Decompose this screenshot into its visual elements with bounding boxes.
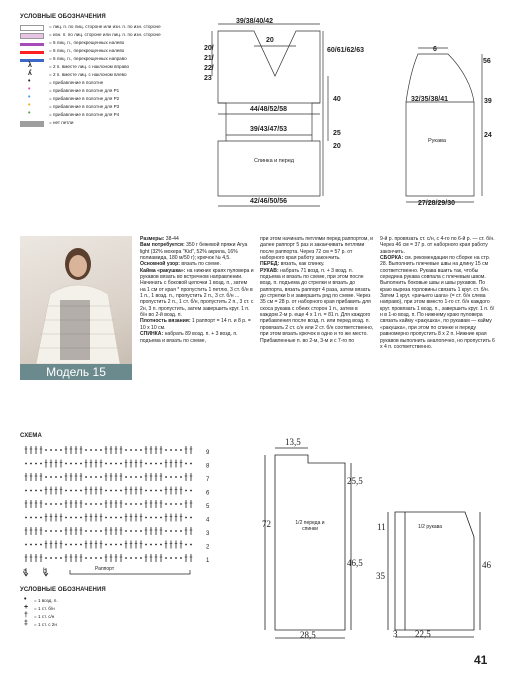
chart-chain <box>100 530 102 532</box>
chart-chain <box>125 449 127 451</box>
chart-chain <box>75 490 77 492</box>
chart-chain <box>180 476 182 478</box>
chart-chain <box>90 530 92 532</box>
chart-chain <box>110 463 112 465</box>
chart-chain <box>170 476 172 478</box>
instructions-text: при этом начинать петлями перед раппортом, и далее раппорт 5 раз и заканчивать петлями после раппорта. Через 72 см = 57 р. от наборного края работу закончить. <box>260 236 374 262</box>
chart-chain <box>120 490 122 492</box>
chart-chain <box>95 557 97 559</box>
body-neck-depth-3: 22/ <box>204 65 214 72</box>
chart-chain <box>65 490 67 492</box>
chart-chain <box>70 517 72 519</box>
chart-chain <box>70 544 72 546</box>
chart-chain <box>165 476 167 478</box>
chart-chain <box>35 490 37 492</box>
chart-chain <box>170 530 172 532</box>
bottom-sleeve-label: 1/2 рукава <box>418 524 443 530</box>
legend-swatch <box>20 43 44 46</box>
instructions-paragraph <box>140 268 254 319</box>
chart-chain <box>175 449 177 451</box>
chart-chain <box>45 530 47 532</box>
chart-chain <box>75 517 77 519</box>
chart-chain <box>100 476 102 478</box>
chart-chain <box>45 557 47 559</box>
instructions-paragraph <box>260 236 374 261</box>
legend-swatch <box>20 51 44 54</box>
legend-top-item <box>14 87 214 95</box>
chart-chain <box>150 517 152 519</box>
instructions-heading: Кайма «ракушка»: <box>140 267 186 274</box>
body-label: Спинка и перед <box>254 158 295 164</box>
instructions-text: набрать 71 возд. п. + 3 возд. п. подъема и вязать по схеме, при этом после возд. п. подъема до стрелки и вязать до раппорта, вязать раппорт 4 раза, затем вязать до стрелки b и завершить ряд по схеме. Через 35 см = 28 р. от наборного края прибавить для скоса рукава с обеих сторон 1 п., затем в каждом 2-м р. еще 4 х 1 п. = 81 п. Для каждого прибавления после возд. п. или перед возд. п. провязать 2 ст. с/н или 2 ст. б/н соответственно, при этом вязать крючок в одно и то же место. Прибавленные п. во 2-м, 3-м и с 7-го по <box>260 267 374 344</box>
legend-swatch <box>20 121 44 127</box>
chart-chain <box>150 544 152 546</box>
sleeve-top: 6 <box>433 46 437 53</box>
chart-chain <box>140 557 142 559</box>
chart-chain <box>60 503 62 505</box>
legend-top-item <box>14 55 214 63</box>
chart-chain <box>25 463 27 465</box>
chart-rapport-bracket <box>70 570 190 574</box>
chart-chain <box>35 517 37 519</box>
legend-symbol: λ <box>28 62 32 69</box>
chart-chain <box>90 557 92 559</box>
chart-row-number: 5 <box>206 504 210 510</box>
chart-chain <box>190 517 192 519</box>
chart-chain <box>135 557 137 559</box>
chart-chain <box>190 490 192 492</box>
chart-chain <box>30 490 32 492</box>
schema-rapport-label: Раппорт <box>95 566 115 572</box>
chart-chain <box>40 490 42 492</box>
chart-chain <box>95 503 97 505</box>
legend-top-item <box>14 119 214 127</box>
legend-bottom <box>18 597 118 629</box>
chart-chain <box>150 463 152 465</box>
legend-top-title: УСЛОВНЫЕ ОБОЗНАЧЕНИЯ <box>20 14 106 20</box>
top-sleeve-pattern <box>390 40 495 215</box>
legend-bottom-item <box>18 621 118 629</box>
instructions-text: на нижних краях пуловера и рукавов вязать во встречном направлении. Начинать с боковой цепочки 1 возд. п., затем на 1 см от края * пропустить 1 петлю, 3 ст. б/н в 1 п., 1 возд. п., пропустить 2 п., 3 ст. б/н ... пропустить 2 п., 1 ст. б/н, пропустить 2 п., 3 ст. с 2н, 3 п. пропустить, затем завершить круг. 1 п. б/н во 2-й возд. п. <box>140 267 254 319</box>
chart-row-number: 3 <box>206 531 210 537</box>
chart-chain <box>55 557 57 559</box>
chart-chain <box>115 517 117 519</box>
legend-symbol: • <box>28 110 31 117</box>
chart-chain <box>85 530 87 532</box>
chart-chain <box>190 463 192 465</box>
legend-text: = 1 ст. б/н <box>34 606 55 611</box>
chart-chain <box>115 463 117 465</box>
chart-chain <box>120 544 122 546</box>
chart-chain <box>155 463 157 465</box>
chart-chain <box>155 490 157 492</box>
chart-chain <box>130 557 132 559</box>
legend-top-item <box>14 79 214 87</box>
model-photo <box>20 236 132 364</box>
chart-chain <box>80 517 82 519</box>
legend-text: = прибавление в полотне для Р4 <box>49 112 120 117</box>
instructions-heading: ПЕРЕД: <box>260 261 280 268</box>
legend-text: = лиц. п. по лиц. стороне или изн. п. по изн. стороне <box>49 24 161 29</box>
schema-title: СХЕМА <box>20 433 42 439</box>
chart-chain <box>145 544 147 546</box>
chart-chain <box>135 503 137 505</box>
chart-chain <box>100 449 102 451</box>
bottom-body-bottom: 28,5 <box>300 630 316 640</box>
legend-text: = 1 возд. п. <box>34 598 58 603</box>
chart-chain <box>85 476 87 478</box>
chart-chain <box>145 463 147 465</box>
chart-row-number: 7 <box>206 477 210 483</box>
chart-chain <box>25 517 27 519</box>
bottom-body-h2: 46,5 <box>347 558 363 568</box>
chart-chain <box>85 557 87 559</box>
chart-chain <box>170 557 172 559</box>
legend-top-item <box>14 111 214 119</box>
chart-chain <box>105 490 107 492</box>
legend-text: = прибавление в полотне для Р1 <box>49 88 120 93</box>
text-column-2 <box>260 236 374 344</box>
instructions-heading: Основной узор: <box>140 261 180 268</box>
legend-text: = 2 п. вместе лиц. с наклоном влево <box>49 72 127 77</box>
legend-symbol: λ <box>28 70 32 77</box>
chart-chain <box>165 449 167 451</box>
chart-chain <box>60 557 62 559</box>
chart-chain <box>180 449 182 451</box>
bottom-sleeve-bottom: 22,5 <box>415 629 431 639</box>
legend-symbol: • <box>28 78 31 85</box>
chart-chain <box>155 544 157 546</box>
chart-row-number: 2 <box>206 544 210 551</box>
chart-chain <box>160 544 162 546</box>
text-column-1 <box>140 236 254 344</box>
chart-chain <box>30 544 32 546</box>
bottom-body-pattern <box>255 440 375 650</box>
instructions-text: вязать по схеме. <box>179 261 221 268</box>
chart-chain <box>65 463 67 465</box>
instructions-text: см. рекомендации по сборке на стр. 28. Выполнить плечевые швы на длину 15 см соответственно. Рукава вшить так, чтобы середина рукава совпала с плечевым швом. Выполнить боковые швы и швы рукавов. По краю выреза горловины связать 1 круг. ст. б/н. Затем 1 круг. «рачьего шага» (= ст. б/н слева направо), при этом вместо 1-го ст. б/н каждого круг. провязать 1 возд. п., завершить круг. 1 п. б/н в 1-ю возд. п. По нижнему краю пуловера связать кайму «ракушка», по рукавам — кайму «ракушка», при этом по спинке и переду равномерно пропустить 8 х 2 п. Нижние края рукавов выполнить аналогично, но пропустить 6 х 4 п. соответственно. <box>380 255 495 350</box>
chart-chain <box>55 503 57 505</box>
instructions-text: 1 раппорт = 14 п. и 8 р. = 10 х 10 см. <box>140 318 251 331</box>
chart-chain <box>155 517 157 519</box>
legend-top-item <box>14 47 214 55</box>
chart-row-number: 4 <box>206 517 210 524</box>
chart-chain <box>45 503 47 505</box>
body-h25: 25 <box>333 130 341 137</box>
chart-chain <box>75 544 77 546</box>
chart-chain <box>150 490 152 492</box>
top-body-pattern <box>198 14 348 224</box>
legend-text: = 6 лиц. п., перекрещенных направо <box>49 56 127 61</box>
chart-chain <box>40 517 42 519</box>
chart-chain <box>60 530 62 532</box>
chart-chain <box>130 476 132 478</box>
chart-chain <box>125 530 127 532</box>
legend-text: = прибавление в полотне для Р2 <box>49 96 120 101</box>
instructions-heading: Вам потребуется: <box>140 242 185 249</box>
bottom-sleeve-left-h: 35 <box>376 571 385 581</box>
legend-text: = прибавление в полотне для Р3 <box>49 104 120 109</box>
chart-chain <box>110 490 112 492</box>
chart-chain <box>50 476 52 478</box>
instructions-text: 9-й р. провязать ст. с/н, с 4-го по 6-й р. — ст. б/н. Через 46 см = 37 р. от наборного края работу закончить. <box>380 236 495 255</box>
chart-row-number: 9 <box>206 450 210 456</box>
legend-symbol: • <box>28 102 31 109</box>
chart-chain <box>40 544 42 546</box>
page-number: 41 <box>474 653 488 667</box>
chart-chain <box>175 530 177 532</box>
chart-chain <box>90 476 92 478</box>
chart-chain <box>165 503 167 505</box>
chart-chain <box>110 517 112 519</box>
legend-top-item <box>14 23 214 31</box>
model-label: Модель 15 <box>20 364 132 380</box>
chart-chain <box>190 544 192 546</box>
bottom-body-h1: 25,5 <box>347 476 363 486</box>
legend-text: = 6 лиц. п., перекрещенных налево <box>49 48 125 53</box>
chart-chain <box>130 503 132 505</box>
chart-chain <box>110 544 112 546</box>
bottom-sleeve-right-h: 46 <box>482 560 491 570</box>
instructions-heading: Плотность вязания: <box>140 318 191 325</box>
chart-chain <box>140 449 142 451</box>
chart-chain <box>30 463 32 465</box>
chart-chain <box>95 530 97 532</box>
chart-chain <box>90 449 92 451</box>
instructions-paragraph <box>140 318 254 331</box>
chart-chain <box>185 463 187 465</box>
legend-top-item <box>14 39 214 47</box>
chart-chain <box>25 490 27 492</box>
body-neck-depth-2: 21/ <box>204 55 214 62</box>
chart-chain <box>35 463 37 465</box>
chart-chain <box>60 449 62 451</box>
sleeve-h39: 39 <box>484 98 492 105</box>
chart-chain <box>45 476 47 478</box>
body-neck-depth-1: 20/ <box>204 45 214 52</box>
chart-chain <box>90 503 92 505</box>
chart-chain <box>160 490 162 492</box>
chart-chain <box>30 517 32 519</box>
instructions-heading: СПИНКА: <box>140 331 164 338</box>
instructions-paragraph <box>380 255 496 350</box>
legend-symbol: ‡ <box>24 620 28 627</box>
body-bottom-width: 42/46/50/56 <box>250 198 287 205</box>
instructions-heading: РУКАВ: <box>260 267 279 274</box>
sleeve-cap-height: 56 <box>483 58 491 65</box>
legend-bottom-item <box>18 597 118 605</box>
chart-chain <box>170 449 172 451</box>
chart-chain <box>135 530 137 532</box>
sleeve-h24: 24 <box>484 132 492 139</box>
legend-bottom-item <box>18 613 118 621</box>
body-waist-width: 39/43/47/53 <box>250 126 287 133</box>
body-neck-depth-4: 23 <box>204 75 212 82</box>
chart-chain <box>140 530 142 532</box>
chart-row-number: 6 <box>206 490 210 497</box>
text-column-3 <box>380 236 496 350</box>
chart-chain <box>145 517 147 519</box>
sleeve-upper-width: 32/35/38/41 <box>411 96 448 103</box>
legend-top-item <box>14 95 214 103</box>
chart-chain <box>160 463 162 465</box>
instructions-text: 38-44 <box>164 236 179 242</box>
body-top-width: 39/38/40/42 <box>236 18 273 25</box>
chart-chain <box>130 449 132 451</box>
chart-row-number: 1 <box>206 558 210 564</box>
chart-chain <box>45 449 47 451</box>
legend-text: = 2 п. вместе лиц. с наклоном вправо <box>49 64 130 69</box>
chart-chain <box>50 530 52 532</box>
chart-chain <box>85 449 87 451</box>
instructions-paragraph <box>260 268 374 344</box>
chart-chain <box>145 490 147 492</box>
chart-chain <box>95 476 97 478</box>
chart-chain <box>185 544 187 546</box>
legend-symbol: + <box>24 604 29 611</box>
chart-chain <box>120 463 122 465</box>
body-neck: 20 <box>266 37 274 44</box>
instructions-paragraph <box>140 242 254 261</box>
legend-swatch <box>20 59 44 62</box>
chart-chain <box>35 544 37 546</box>
chart-chain <box>140 503 142 505</box>
legend-symbol: • <box>24 596 27 603</box>
chart-chain <box>105 517 107 519</box>
legend-text: = нет петли <box>49 120 74 125</box>
chart-chain <box>125 476 127 478</box>
chart-chain <box>140 476 142 478</box>
instructions-heading: СБОРКА: <box>380 255 404 262</box>
chart-chain <box>80 490 82 492</box>
chart-chain <box>65 517 67 519</box>
legend-text: = изн. п. по лиц. стороне или лиц. п. по изн. стороне <box>49 32 161 37</box>
crochet-chart <box>20 442 220 577</box>
chart-chain <box>175 503 177 505</box>
chart-chain <box>185 517 187 519</box>
chart-chain <box>80 544 82 546</box>
chart-chain <box>95 449 97 451</box>
legend-bottom-item <box>18 605 118 613</box>
bottom-body-label: 1/2 переда и спинки <box>295 520 325 532</box>
chart-chain <box>100 557 102 559</box>
instructions-paragraph <box>140 331 254 344</box>
chart-chain <box>55 449 57 451</box>
legend-text: = 5 лиц. п., перекрещенных налево <box>49 40 125 45</box>
body-mid-width: 44/48/52/58 <box>250 106 287 113</box>
chart-chain <box>160 517 162 519</box>
sleeve-label: Рукава <box>428 138 446 144</box>
chart-chain <box>50 503 52 505</box>
chart-chain <box>125 557 127 559</box>
chart-chain <box>185 490 187 492</box>
instructions-text: 350 г бежевой пряжи Arya light (32% мохера "Kid", 52% акрила, 16% полиамида, 180 м/50 г); крючок № 4,5. <box>140 242 248 262</box>
legend-top-item <box>14 63 214 71</box>
chart-chain <box>180 530 182 532</box>
chart-chain <box>55 530 57 532</box>
legend-text: = прибавление в полотне <box>49 80 104 85</box>
bottom-body-top: 13,5 <box>285 437 301 447</box>
chart-chain <box>115 544 117 546</box>
body-h20: 20 <box>333 143 341 150</box>
chart-chain <box>115 490 117 492</box>
chart-chain <box>105 463 107 465</box>
chart-chain <box>70 463 72 465</box>
chart-chain <box>170 503 172 505</box>
body-h40: 40 <box>333 96 341 103</box>
legend-symbol: • <box>28 86 31 93</box>
legend-top-item <box>14 71 214 79</box>
legend-text: = 1 ст. с 2н <box>34 622 57 627</box>
chart-chain <box>175 557 177 559</box>
bottom-sleeve-bottom-left: 3 <box>393 629 398 639</box>
bottom-sleeve-left-top: 11 <box>377 522 386 532</box>
chart-chain <box>105 544 107 546</box>
chart-chain <box>25 544 27 546</box>
schema-arrow-b: b <box>43 568 47 575</box>
chart-chain <box>135 449 137 451</box>
chart-chain <box>120 517 122 519</box>
chart-chain <box>50 557 52 559</box>
chart-chain <box>165 557 167 559</box>
chart-chain <box>130 530 132 532</box>
body-shoulder: 60/61/62/63 <box>327 47 364 54</box>
chart-chain <box>55 476 57 478</box>
legend-top <box>14 23 214 127</box>
chart-chain <box>60 476 62 478</box>
bottom-body-total: 72 <box>262 519 271 529</box>
chart-chain <box>135 476 137 478</box>
chart-chain <box>70 490 72 492</box>
chart-chain <box>50 449 52 451</box>
chart-chain <box>125 503 127 505</box>
instructions-text: вязать, как спинку. <box>279 261 325 268</box>
chart-chain <box>75 463 77 465</box>
legend-bottom-title: УСЛОВНЫЕ ОБОЗНАЧЕНИЯ <box>20 587 106 593</box>
sleeve-cuff: 27/28/29/30 <box>418 200 455 207</box>
legend-text: = 1 ст. с/н <box>34 614 55 619</box>
instructions-heading: Размеры: <box>140 236 165 242</box>
chart-chain <box>180 557 182 559</box>
instructions-paragraph <box>380 236 496 255</box>
legend-top-item <box>14 103 214 111</box>
instructions-text: набрать 89 возд. п. + 3 возд. п. подъема и вязать по схеме, <box>140 331 238 344</box>
chart-chain <box>165 530 167 532</box>
chart-chain <box>40 463 42 465</box>
chart-chain <box>180 503 182 505</box>
legend-top-item <box>14 31 214 39</box>
chart-chain <box>100 503 102 505</box>
schema-arrow-a: a <box>23 568 27 575</box>
chart-chain <box>65 544 67 546</box>
legend-symbol: • <box>28 94 31 101</box>
chart-row-number: 8 <box>206 463 210 470</box>
legend-symbol: † <box>24 612 28 619</box>
chart-chain <box>80 463 82 465</box>
chart-chain <box>175 476 177 478</box>
chart-chain <box>85 503 87 505</box>
